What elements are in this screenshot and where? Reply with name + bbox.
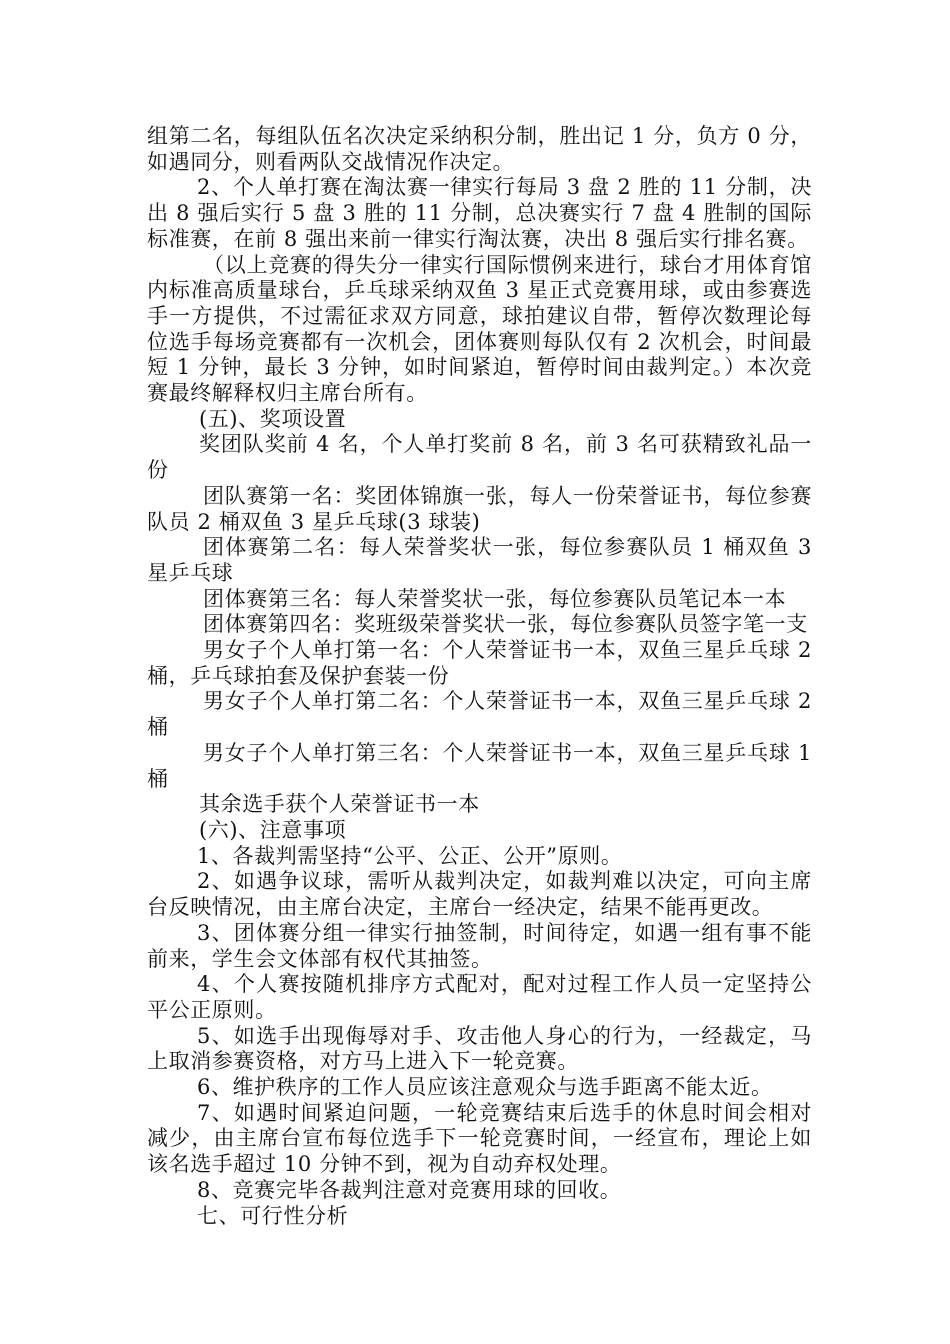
paragraph-team-second-prize: 团体赛第二名：每人荣誉奖状一张，每位参赛队员 1 桶双鱼 3 星乒乓球: [147, 535, 812, 585]
paragraph-team-first-prize: 团队赛第一名：奖团体锦旗一张，每人一份荣誉证书，每位参赛队员 2 桶双鱼 3 星乒乓球(3 球装): [147, 483, 812, 534]
paragraph-note-6: 6、维护秩序的工作人员应该注意观众与选手距离不能太近。: [197, 1075, 773, 1100]
paragraph-singles-second-prize: 男女子个人单打第二名：个人荣誉证书一本，双鱼三星乒乓球 2 桶: [147, 689, 812, 740]
paragraph-team-third-prize: 团体赛第三名：每人荣誉奖状一张，每位参赛队员笔记本一本: [203, 586, 787, 611]
paragraph-note-3: 3、团体赛分组一律实行抽签制，时间待定，如遇一组有事不能前来，学生会文体部有权代其抽签。: [147, 920, 812, 971]
document-body: [147, 124, 812, 1229]
paragraph-note-7: 7、如遇时间紧迫问题，一轮竞赛结束后选手的休息时间会相对减少，由主席台宣布每位选手下一轮竞赛时间，一经宣布，理论上如该名选手超过 10 分钟不到，视为自动弃权处理。: [147, 1100, 812, 1177]
section-heading-awards: (五)、奖项设置: [199, 406, 347, 431]
paragraph-other-players-prize: 其余选手获个人荣誉证书一本: [199, 792, 480, 817]
paragraph-note-2: 2、如遇争议球，需听从裁判决定，如裁判难以决定，可向主席台反映情况，由主席台决定，主席台一经决定，结果不能再更改。: [147, 869, 812, 920]
paragraph-singles-format: 2、个人单打赛在淘汰赛一律实行每局 3 盘 2 胜的 11 分制，决出 8 强后实行 5 盘 3 胜的 11 分制，总决赛实行 7 盘 4 胜制的国际标准赛，在前 8 强出来前一律实行淘汰赛，决出 8 强后实行排名赛。: [147, 175, 812, 251]
section-heading-notes: (六)、注意事项: [199, 817, 347, 842]
paragraph-note-8: 8、竞赛完毕各裁判注意对竞赛用球的回收。: [197, 1177, 622, 1202]
paragraph-competition-rules-note: （以上竞赛的得失分一律实行国际惯例来进行，球台才用体育馆内标准高质量球台，乒乓球采纳双鱼 3 星正式竞赛用球，或由参赛选手一方提供，不过需征求双方同意，球拍建议自带，暂停次数理论每位选手每场竞赛都有一次机会，团体赛则每队仅有 2 次机会，时间最短 1 分钟，最长 3 分钟，如时间紧迫，暂停时间由裁判定。）本次竞赛最终解释权归主席台所有。: [147, 252, 812, 406]
paragraph-note-5: 5、如选手出现侮辱对手、攻击他人身心的行为，一经裁定，马上取消参赛资格，对方马上进入下一轮竞赛。: [147, 1023, 812, 1074]
paragraph-note-1: 1、各裁判需坚持“公平、公正、公开”原则。: [197, 843, 623, 868]
paragraph-singles-third-prize: 男女子个人单打第三名：个人荣誉证书一本，双鱼三星乒乓球 1 桶: [147, 740, 812, 791]
paragraph-team-scoring: 组第二名，每组队伍名次决定采纳积分制，胜出记 1 分，负方 0 分，如遇同分，则看两队交战情况作决定。: [147, 124, 812, 174]
paragraph-awards-summary: 奖团队奖前 4 名，个人单打奖前 8 名，前 3 名可获精致礼品一份: [147, 432, 812, 483]
section-heading-feasibility: 七、可行性分析: [197, 1203, 349, 1228]
paragraph-note-4: 4、个人赛按随机排序方式配对，配对过程工作人员一定坚持公平公正原则。: [147, 972, 812, 1022]
paragraph-singles-first-prize: 男女子个人单打第一名：个人荣誉证书一本，双鱼三星乒乓球 2 桶，乒乓球拍套及保护套装一份: [147, 638, 812, 688]
paragraph-team-fourth-prize: 团体赛第四名：奖班级荣誉奖状一张，每位参赛队员签字笔一支: [203, 612, 808, 637]
